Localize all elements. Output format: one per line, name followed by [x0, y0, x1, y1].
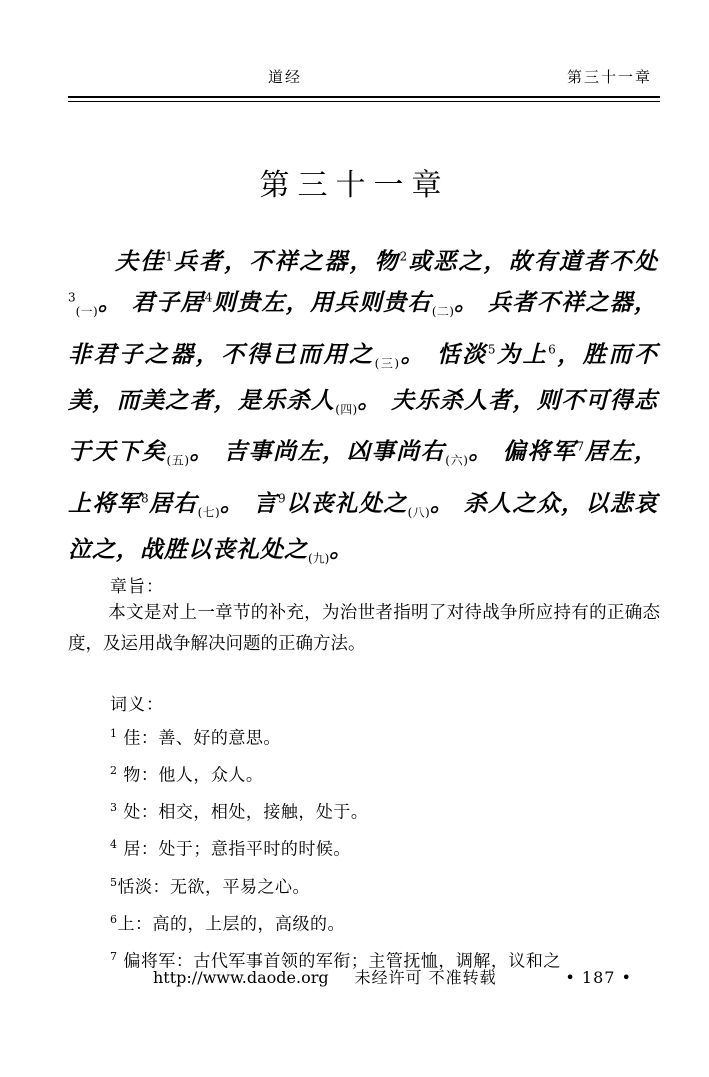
running-head: [68, 66, 658, 87]
list-item: $^7$ 偏将军：古代军事首领的军衔；主管抚恤，调解，议和之: [110, 949, 561, 972]
running-head-left: 道经: [268, 68, 303, 86]
footer-url[interactable]: http://www.daode.org: [153, 968, 329, 987]
classical-text: [68, 238, 658, 578]
page-number: • 187 •: [565, 968, 632, 987]
list-item: $^5$恬淡：无欲，平易之心。: [110, 875, 310, 898]
chapter-title: 第三十一章: [259, 168, 450, 203]
running-head-right: 第三十一章: [566, 68, 652, 86]
header-rule-thick: [68, 96, 660, 98]
list-item: $^1$ 佳：善、好的意思。: [110, 727, 281, 749]
list-item: $^4$ 居：处于；意指平时的时候。: [110, 838, 351, 861]
list-item: $^2$ 物：他人，众人。: [110, 764, 264, 786]
footer-notice: 未经许可 不准转载: [354, 968, 497, 987]
header-rule-thin: [68, 101, 660, 102]
list-item: $^3$ 处：相交，相处，接触，处于。: [110, 801, 369, 823]
classical-text-content: 夫佳$^1$兵者，不祥之器，物$^2$或恶之，故有道者不处$^3_{(一)}$。 君子居$^4$则贵左，用兵则贵右$_{(二)}$。 兵者不祥之器，非君子之器，不得已而用之$_{(三)}$。 恬淡$^5$为上$^6$，胜而不美，而美之者，是乐杀人$_{(四)}$。 夫乐杀人者，则不可得志于天下矣$_{(五)}$。 吉事尚左，凶事尚右$_{(六)}$。 偏将军$^7$居左，上将军$^8$居右$_{(七)}$。 言$^9$以丧礼处之$_{(八)}$。 杀人之众，以悲哀泣之，战胜以丧礼处之$_{(九)}$。: [68, 247, 659, 566]
section-body-zhangzhi: [68, 598, 660, 660]
section-label-zhangzhi: 章旨：: [110, 577, 164, 597]
page-footer: [68, 965, 660, 988]
list-item: $^6$上：高的，上层的，高级的。: [110, 912, 345, 935]
section-label-ciyi: 词义：: [110, 695, 164, 715]
zhangzhi-text: 本文是对上一章节的补充，为治世者指明了对待战争所应持有的正确态度，及运用战争解决问题的正确方法。: [68, 603, 660, 654]
gloss-list: [110, 718, 660, 978]
